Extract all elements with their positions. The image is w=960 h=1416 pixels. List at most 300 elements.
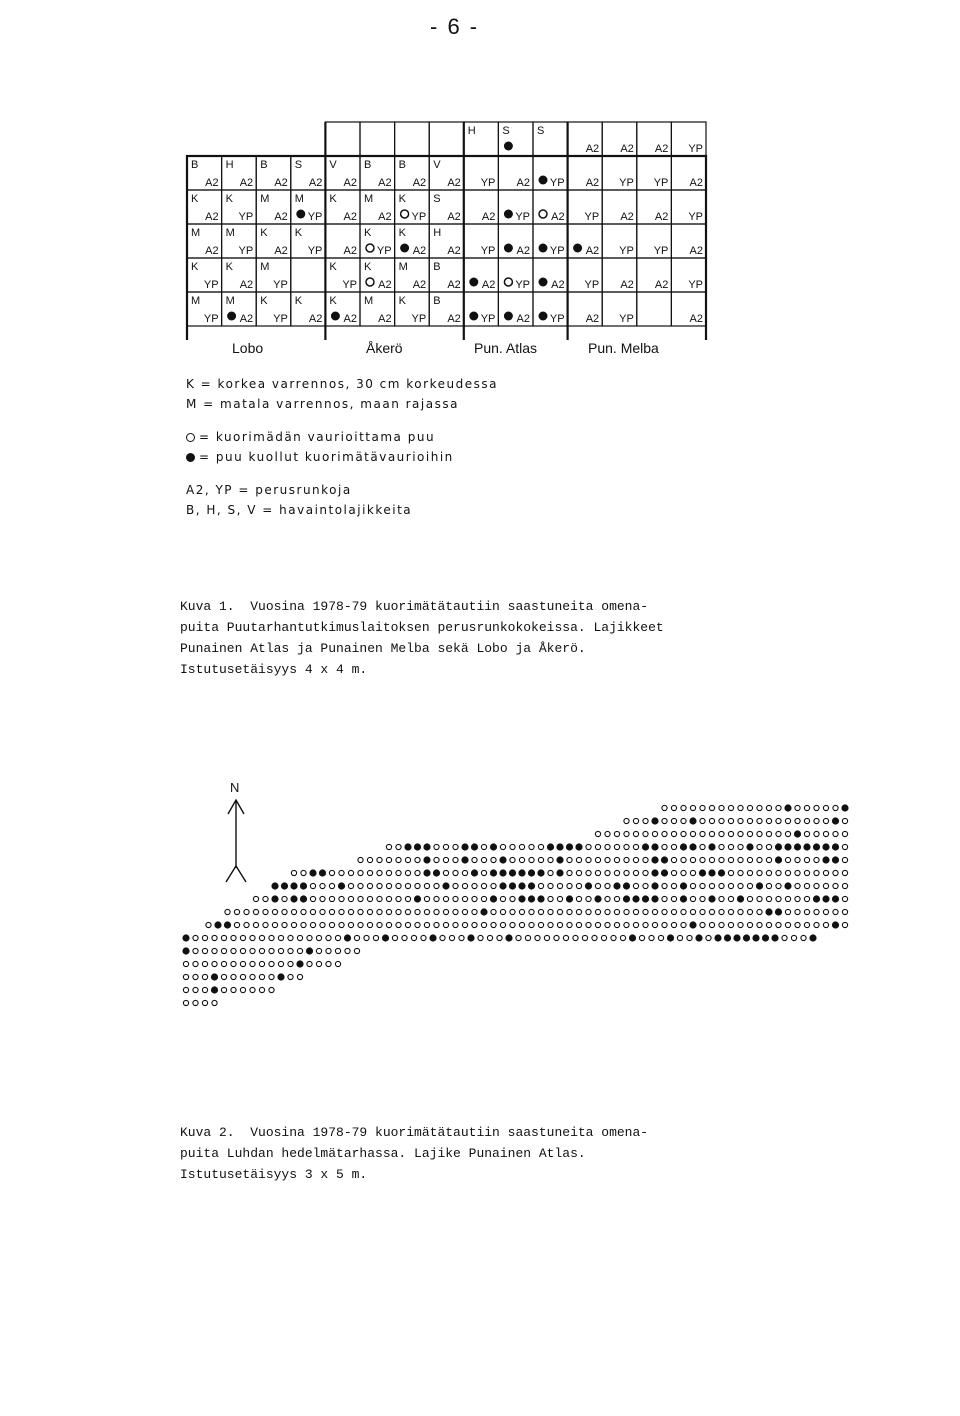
tree-dead-mark (528, 895, 535, 902)
tree-mark (497, 935, 502, 940)
tree-dead-mark (471, 843, 478, 850)
tree-mark (747, 857, 752, 862)
cell-rootstock: A2 (412, 177, 427, 189)
tree-mark (297, 935, 302, 940)
cell-rootstock: A2 (343, 177, 357, 189)
tree-mark (738, 805, 743, 810)
cell-rootstock: YP (619, 177, 634, 189)
tree-dead-mark (490, 843, 497, 850)
tree-mark (833, 883, 838, 888)
cell-rootstock: YP (619, 245, 634, 257)
tree-mark (757, 922, 762, 927)
tree-mark (719, 831, 724, 836)
cell-rootstock: YP (480, 177, 496, 189)
tree-dead-mark (537, 869, 544, 876)
cell-rootstock: A2 (239, 177, 254, 189)
tree-mark (633, 909, 638, 914)
tree-mark (221, 987, 226, 992)
tree-mark (193, 974, 198, 979)
cell-rootstock: A2 (689, 245, 703, 257)
caption-fig2: Kuva 2. Vuosina 1978-79 kuorimätätautiin saastuneita omena- puita Luhdan hedelmätarhassa. Lajike Punainen Atlas. Istutusetäisyys 3 x 5 m. (180, 1125, 649, 1182)
tree-mark (348, 922, 353, 927)
cell-rootstock: YP (584, 211, 600, 223)
tree-dead-mark (271, 882, 278, 889)
tree-mark (757, 805, 762, 810)
tree-mark (396, 883, 401, 888)
tree-mark (728, 870, 733, 875)
tree-mark (212, 1000, 217, 1005)
tree-mark (453, 909, 458, 914)
tree-dead-mark (642, 843, 649, 850)
cell-variety: K (329, 193, 337, 205)
tree-mark (738, 922, 743, 927)
tree-mark (624, 922, 629, 927)
tree-mark (823, 909, 828, 914)
tree-mark (766, 805, 771, 810)
tree-mark (649, 935, 654, 940)
cell-rootstock: YP (688, 279, 703, 291)
tree-mark (709, 818, 714, 823)
tree-mark (320, 922, 325, 927)
tree-mark (747, 922, 752, 927)
cell-variety: K (398, 295, 406, 307)
tree-mark (614, 896, 619, 901)
tree-mark (643, 883, 648, 888)
caption-fig1: Kuva 1. Vuosina 1978-79 kuorimätätautiin saastuneita omena- puita Puutarhantutkimuslaitoksen perusrunkokokeissa. Lajikkeet Punainen Atlas ja Punainen Melba sekä Lobo ja Åkerö. Istutusetäisyys 4 x 4 m. (180, 599, 664, 677)
tree-mark (757, 896, 762, 901)
tree-mark (288, 961, 293, 966)
tree-mark (259, 987, 264, 992)
tree-dead-mark (680, 843, 687, 850)
cell-variety: K (294, 227, 303, 239)
tree-mark (472, 909, 477, 914)
tree-mark (278, 948, 283, 953)
cell-rootstock: YP (203, 279, 219, 291)
tree-mark (392, 935, 397, 940)
tree-mark (804, 870, 809, 875)
tree-dead-mark (809, 934, 816, 941)
tree-mark (814, 818, 819, 823)
tree-mark (345, 948, 350, 953)
tree-mark (795, 870, 800, 875)
tree-mark (272, 909, 277, 914)
tree-mark (396, 922, 401, 927)
tree-mark (557, 896, 562, 901)
tree-mark (415, 922, 420, 927)
tree-mark (326, 948, 331, 953)
tree-mark (202, 961, 207, 966)
cell-variety: K (191, 193, 199, 205)
tree-mark (652, 831, 657, 836)
tree-mark (766, 870, 771, 875)
cell-variety: B (398, 159, 406, 171)
tree-mark (766, 818, 771, 823)
cell-variety: M (294, 193, 304, 205)
cell-rootstock: YP (307, 245, 323, 257)
tree-mark (690, 805, 695, 810)
tree-mark (434, 909, 439, 914)
tree-mark (320, 909, 325, 914)
tree-dead-mark (832, 895, 839, 902)
tree-mark (440, 935, 445, 940)
tree-mark (377, 870, 382, 875)
tree-mark (462, 883, 467, 888)
tree-mark (358, 896, 363, 901)
tree-mark (434, 896, 439, 901)
cell-rootstock: A2 (343, 211, 357, 223)
tree-mark (662, 831, 667, 836)
tree-mark (525, 935, 530, 940)
legend-filled-text: = puu kuollut kuorimätävaurioihin (199, 450, 454, 464)
tree-mark (288, 935, 293, 940)
cell-variety: B (191, 159, 199, 171)
tree-mark (814, 922, 819, 927)
tree-dead-mark (733, 934, 740, 941)
tree-dead-mark (803, 843, 810, 850)
tree-mark (348, 870, 353, 875)
tree-mark (823, 870, 828, 875)
tree-dead-mark (528, 869, 535, 876)
tree-mark (766, 857, 771, 862)
tree-mark (434, 857, 439, 862)
tree-mark (785, 896, 790, 901)
tree-mark (253, 922, 258, 927)
tree-mark (240, 987, 245, 992)
cell-variety: K (260, 295, 268, 307)
tree-mark (576, 870, 581, 875)
tree-mark (358, 870, 363, 875)
cell-rootstock: A2 (343, 245, 357, 257)
cell-rootstock: A2 (239, 313, 254, 325)
tree-mark (814, 805, 819, 810)
cell-rootstock: A2 (447, 245, 461, 257)
tree-mark (250, 935, 255, 940)
tree-mark (301, 922, 306, 927)
tree-mark (690, 896, 695, 901)
tree-mark (690, 870, 695, 875)
tree-mark (202, 987, 207, 992)
tree-mark (500, 909, 505, 914)
tree-mark (719, 909, 724, 914)
tree-dead-mark (518, 882, 525, 889)
north-label: N (230, 780, 240, 795)
tree-mark (700, 857, 705, 862)
cell-rootstock: A2 (516, 177, 530, 189)
tree-dead-mark (613, 882, 620, 889)
tree-mark (386, 883, 391, 888)
tree-mark (595, 883, 600, 888)
tree-mark (719, 844, 724, 849)
tree-mark (605, 896, 610, 901)
tree-mark (595, 909, 600, 914)
tree-mark (500, 922, 505, 927)
tree-dead-mark (651, 895, 658, 902)
tree-mark (700, 831, 705, 836)
tree-dead-mark (296, 960, 303, 967)
tree-mark (434, 883, 439, 888)
tree-mark (307, 961, 312, 966)
tree-mark (709, 831, 714, 836)
tree-mark (757, 818, 762, 823)
tree-mark (405, 870, 410, 875)
tree-mark (212, 935, 217, 940)
tree-dead-mark (528, 882, 535, 889)
tree-mark (728, 844, 733, 849)
tree-mark (652, 909, 657, 914)
tree-mark (662, 896, 667, 901)
tree-mark (535, 935, 540, 940)
tree-dead-mark (680, 895, 687, 902)
cell-variety: K (398, 193, 406, 205)
tree-dead-mark (708, 895, 715, 902)
cell-rootstock: A2 (481, 279, 496, 291)
tree-dead-mark (813, 843, 820, 850)
tree-mark (700, 883, 705, 888)
tree-dead-mark (632, 895, 639, 902)
tree-mark (662, 922, 667, 927)
tree-mark (652, 922, 657, 927)
tree-mark (709, 805, 714, 810)
tree-mark (320, 896, 325, 901)
tree-dead-mark (771, 934, 778, 941)
tree-mark (481, 883, 486, 888)
tree-mark (396, 844, 401, 849)
cell-variety: H (433, 227, 442, 239)
tree-mark (263, 922, 268, 927)
tree-mark (728, 805, 733, 810)
tree-mark (358, 883, 363, 888)
tree-mark (326, 935, 331, 940)
tree-mark (557, 883, 562, 888)
tree-mark (231, 935, 236, 940)
cell-variety: M (225, 227, 235, 239)
cell-rootstock: YP (653, 245, 669, 257)
tree-mark (206, 922, 211, 927)
tree-mark (348, 896, 353, 901)
tree-mark (842, 870, 847, 875)
tree-dead-mark (423, 869, 430, 876)
tree-mark (690, 909, 695, 914)
tree-mark (434, 844, 439, 849)
tree-mark (633, 818, 638, 823)
tree-mark (278, 935, 283, 940)
tree-mark (700, 922, 705, 927)
tree-dead-mark (281, 882, 288, 889)
tree-mark (396, 896, 401, 901)
tree-mark (453, 857, 458, 862)
cell-variety: K (225, 193, 233, 205)
tree-mark (193, 1000, 198, 1005)
tree-mark (348, 883, 353, 888)
cell-rootstock: A2 (585, 313, 600, 325)
tree-mark (747, 883, 752, 888)
tree-mark (785, 909, 790, 914)
tree-mark (671, 805, 676, 810)
tree-mark (671, 883, 676, 888)
tree-mark (823, 818, 828, 823)
tree-mark (253, 896, 258, 901)
tree-mark (643, 818, 648, 823)
tree-mark (443, 870, 448, 875)
tree-mark (719, 818, 724, 823)
tree-mark (842, 909, 847, 914)
tree-mark (801, 935, 806, 940)
tree-mark (373, 935, 378, 940)
cell-rootstock: A2 (239, 279, 254, 291)
cell-rootstock: A2 (308, 313, 323, 325)
tree-dead-mark (794, 843, 801, 850)
tree-mark (297, 974, 302, 979)
cell-rootstock: A2 (447, 177, 461, 189)
tree-mark (671, 818, 676, 823)
tree-dead-mark (784, 843, 791, 850)
tree-mark (481, 857, 486, 862)
tree-mark (240, 974, 245, 979)
tree-dead-mark (689, 921, 696, 928)
tree-mark (221, 961, 226, 966)
tree-dead-mark (746, 843, 753, 850)
tree-mark (202, 1000, 207, 1005)
tree-mark (567, 909, 572, 914)
tree-dead-mark (661, 869, 668, 876)
tree-mark (510, 896, 515, 901)
tree-mark (367, 857, 372, 862)
tree-mark (747, 831, 752, 836)
cell-variety: K (329, 295, 337, 307)
tree-mark (354, 948, 359, 953)
cell-rootstock: A2 (343, 313, 357, 325)
tree-mark (240, 961, 245, 966)
tree-dead-mark (467, 934, 474, 941)
tree-dead-mark (224, 921, 231, 928)
cell-rootstock: A2 (412, 279, 427, 291)
tree-mark (719, 805, 724, 810)
tree-dead-mark (689, 817, 696, 824)
tree-dead-mark (695, 934, 702, 941)
tree-dead-mark (290, 882, 297, 889)
tree-mark (611, 935, 616, 940)
tree-mark (329, 870, 334, 875)
tree-mark (738, 818, 743, 823)
tree-dead-mark (765, 908, 772, 915)
tree-mark (747, 805, 752, 810)
tree-mark (269, 935, 274, 940)
tree-dead-mark (841, 804, 848, 811)
tree-dead-mark (277, 973, 284, 980)
tree-mark (386, 870, 391, 875)
tree-mark (757, 844, 762, 849)
tree-mark (842, 922, 847, 927)
tree-mark (411, 935, 416, 940)
tree-mark (624, 909, 629, 914)
cell-rootstock: A2 (274, 211, 288, 223)
tree-dead-mark (442, 882, 449, 889)
cell-rootstock: YP (688, 143, 703, 155)
tree-mark (785, 922, 790, 927)
tree-mark (449, 935, 454, 940)
tree-dead-mark (309, 869, 316, 876)
tree-mark (472, 896, 477, 901)
tree-mark (221, 974, 226, 979)
tree-mark (833, 870, 838, 875)
tree-dead-mark (708, 843, 715, 850)
tree-mark (202, 974, 207, 979)
tree-mark (443, 909, 448, 914)
tree-mark (690, 857, 695, 862)
tree-dead-mark (680, 882, 687, 889)
tree-mark (662, 909, 667, 914)
tree-mark (421, 935, 426, 940)
tree-mark (643, 922, 648, 927)
cell-rootstock: YP (515, 211, 530, 223)
cell-rootstock: YP (411, 211, 427, 223)
cell-rootstock: YP (411, 313, 427, 325)
tree-mark (681, 870, 686, 875)
tree-mark (624, 870, 629, 875)
tree-mark (795, 896, 800, 901)
tree-mark (244, 922, 249, 927)
tree-mark (643, 909, 648, 914)
tree-dead-mark (490, 869, 497, 876)
tree-mark (605, 844, 610, 849)
tree-mark (462, 896, 467, 901)
cell-variety: M (191, 295, 201, 307)
tree-dead-mark (382, 934, 389, 941)
cell-variety: M (260, 261, 270, 273)
tree-dead-mark (537, 895, 544, 902)
tree-mark (453, 896, 458, 901)
tree-mark (785, 870, 790, 875)
cell-rootstock: YP (480, 245, 496, 257)
tree-dead-mark (822, 843, 829, 850)
cell-variety: M (225, 295, 235, 307)
tree-dead-mark (651, 856, 658, 863)
tree-dead-mark (300, 882, 307, 889)
tree-mark (766, 896, 771, 901)
tree-mark (519, 909, 524, 914)
tree-mark (567, 857, 572, 862)
tree-mark (614, 909, 619, 914)
tree-mark (605, 883, 610, 888)
cell-variety: K (364, 261, 372, 273)
cell-variety: K (398, 227, 406, 239)
tree-mark (231, 987, 236, 992)
tree-mark (329, 896, 334, 901)
tree-mark (747, 870, 752, 875)
tree-mark (563, 935, 568, 940)
tree-mark (700, 844, 705, 849)
cell-rootstock: A2 (274, 177, 288, 189)
cell-rootstock: YP (480, 313, 496, 325)
tree-mark (719, 883, 724, 888)
tree-mark (662, 883, 667, 888)
tree-mark (434, 922, 439, 927)
cell-rootstock: YP (619, 313, 634, 325)
tree-mark (795, 857, 800, 862)
cell-rootstock: A2 (447, 279, 461, 291)
tree-mark (595, 844, 600, 849)
tree-mark (288, 974, 293, 979)
cell-rootstock: A2 (378, 279, 392, 291)
tree-mark (671, 896, 676, 901)
tree-dead-mark (752, 934, 759, 941)
cell-rootstock: A2 (447, 211, 461, 223)
cell-variety: K (329, 261, 337, 273)
tree-mark (776, 922, 781, 927)
cell-rootstock: A2 (412, 245, 427, 257)
tree-mark (624, 831, 629, 836)
cell-rootstock: A2 (308, 177, 323, 189)
